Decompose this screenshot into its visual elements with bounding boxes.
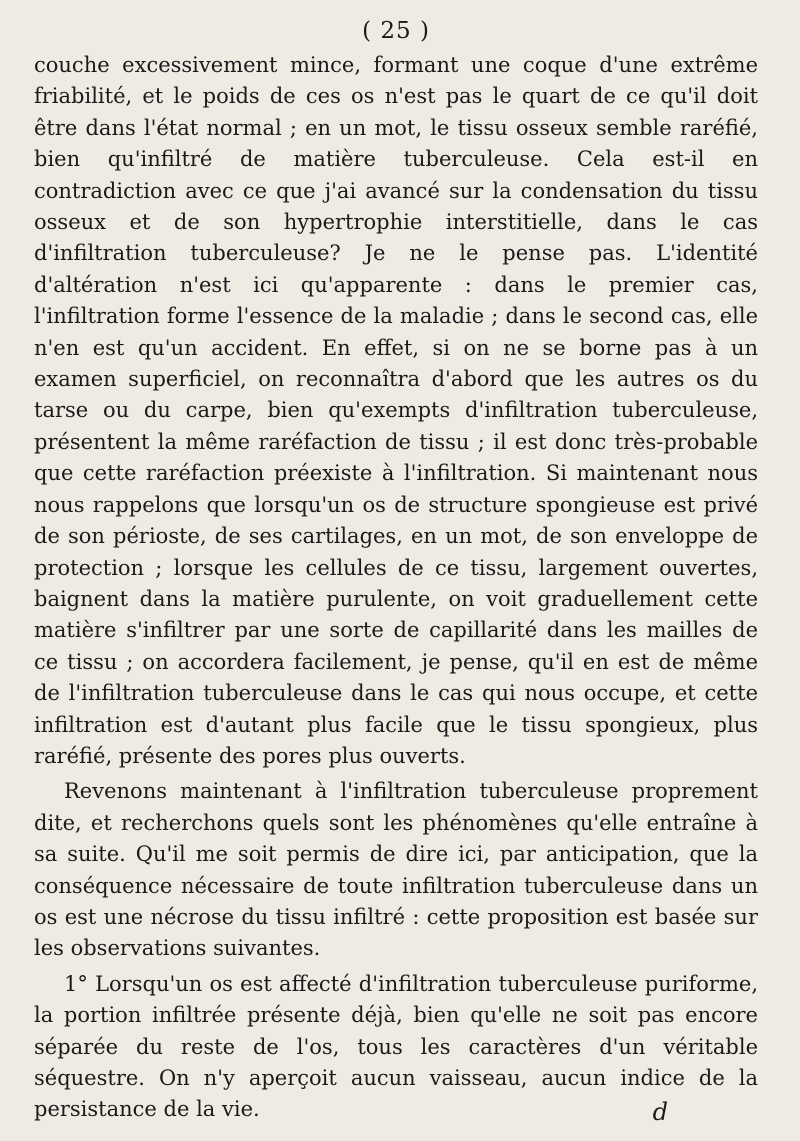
- paragraph-1: couche excessivement mince, formant une coque d'une extrême friabilité, et le poids de ces os n'est pas le quart de ce qu'il doit être dans l'état normal ; en un mot, le tissu osseux semble raréfié, bien qu'infiltré de matière tuberculeuse. Cela est-il en contradiction avec ce que j'ai avancé sur la condensation du tissu osseux et de son hypertrophie interstitielle, dans le cas d'infiltration tuberculeuse? Je ne le pense pas. L'identité d'altération n'est ici qu'apparente : dans le premier cas, l'infiltration forme l'essence de la maladie ; dans le second cas, elle n'en est qu'un accident. En effet, si on ne se borne pas à un examen superficiel, on reconnaîtra d'abord que les autres os du tarse ou du carpe, bien qu'exempts d'infiltration tuberculeuse, présentent la même raréfaction de tissu ; il est donc très-probable que cette raréfaction préexiste à l'infiltration. Si maintenant nous nous rappelons que lorsqu'un os de structure spongieuse est privé de son périoste, de ses cartilages, en un mot, de son enveloppe de protection ; lorsque les cellules de ce tissu, largement ouvertes, baignent dans la matière purulente, on voit graduellement cette matière s'infiltrer par une sorte de capillarité dans les mailles de ce tissu ; on accordera facilement, je pense, qu'il en est de même de l'infiltration tuberculeuse dans le cas qui nous occupe, et cette infiltration est d'autant plus facile que le tissu spongieux, plus raréfié, présente des pores plus ouverts.: [34, 53, 758, 768]
- paragraph-3: 1° Lorsqu'un os est affecté d'infiltration tuberculeuse puriforme, la portion infiltrée présente déjà, bien qu'elle ne soit pas encore séparée du reste de l'os, tous les caractères d'un véritable séquestre. On n'y aperçoit aucun vaisseau, aucun indice de la persistance de la vie.: [34, 971, 758, 1122]
- paragraph-2: Revenons maintenant à l'infiltration tuberculeuse proprement dite, et recherchons quels sont les phénomènes qu'elle entraîne à sa suite. Qu'il me soit permis de dire ici, par anticipation, que la conséquence nécessaire de toute infiltration tuberculeuse dans un os est une nécrose du tissu infiltré : cette proposition est basée sur les observations suivantes.: [34, 779, 758, 961]
- page-number: ( 25 ): [362, 18, 430, 44]
- signature-mark: d: [652, 1098, 668, 1126]
